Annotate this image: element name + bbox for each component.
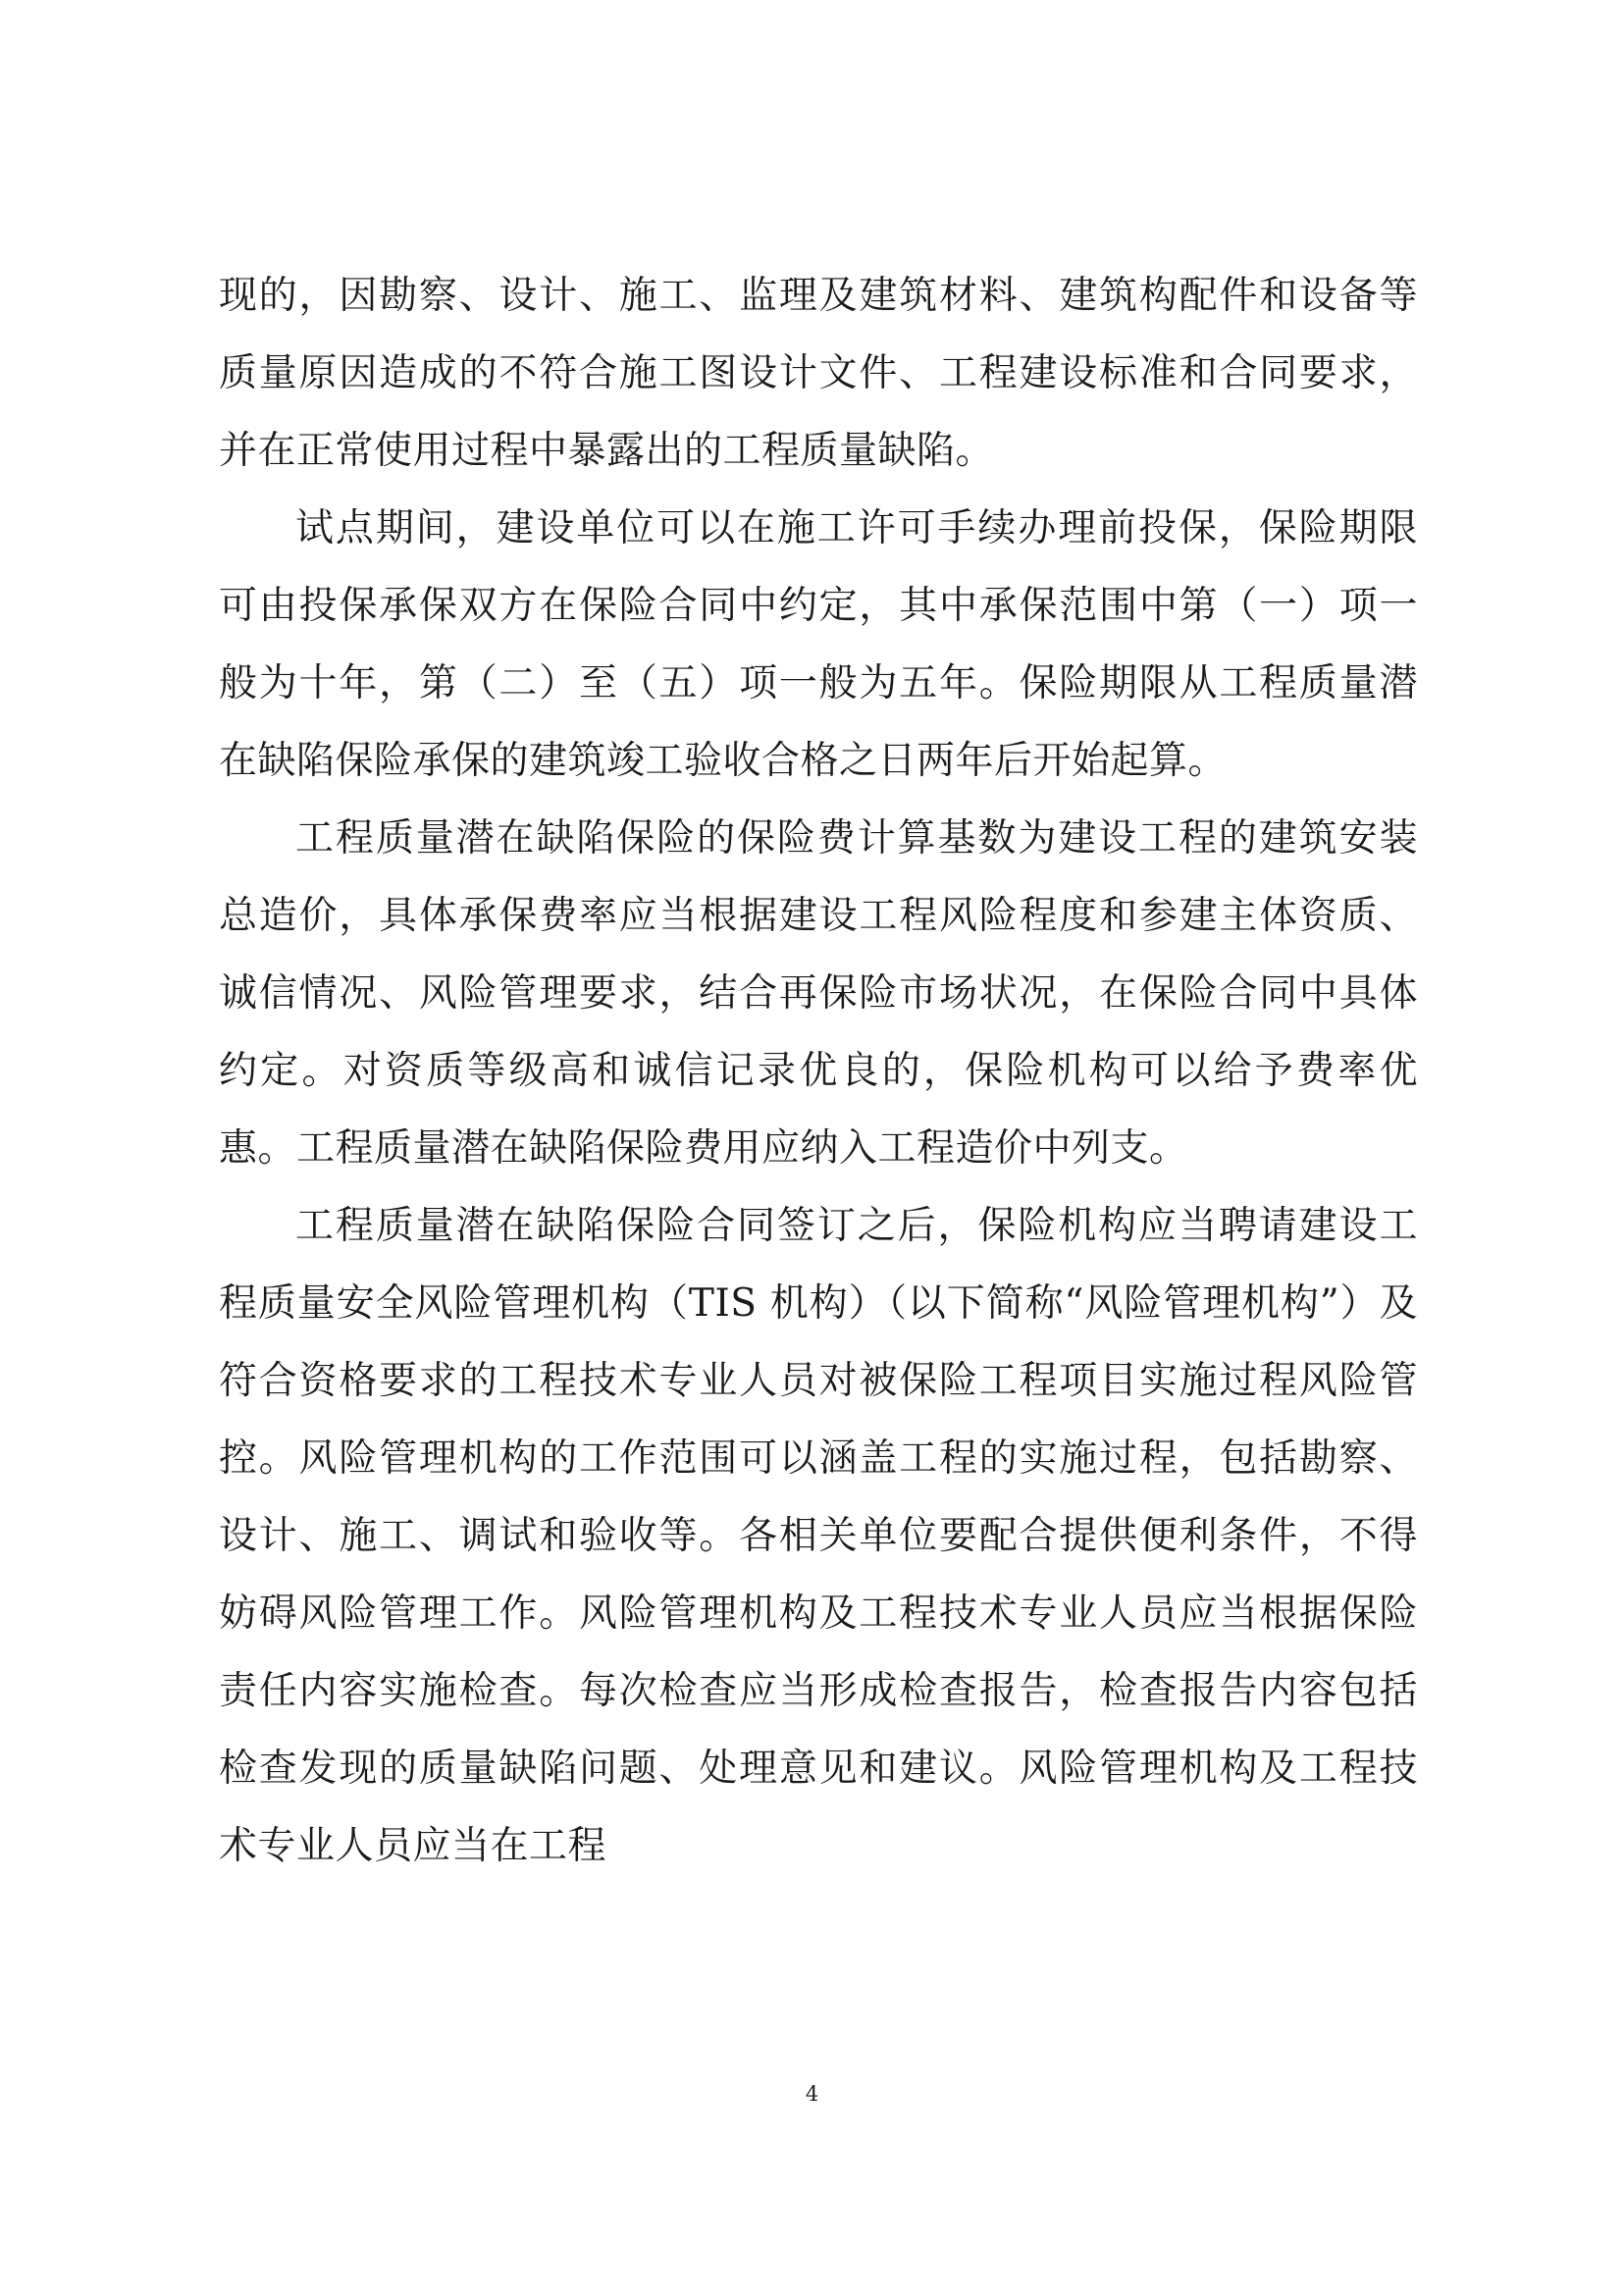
body-text <box>219 257 1418 1885</box>
paragraph-risk-management: 工程质量潜在缺陷保险合同签订之后，保险机构应当聘请建设工程质量安全风险管理机构（TIS 机构）（以下简称“风险管理机构”）及符合资格要求的工程技术专业人员对被保险工程项目实施过程风险管控。风险管理机构的工作范围可以涵盖工程的实施过程，包括勘察、设计、施工、调试和验收等。各相关单位要配合提供便利条件，不得妨碍风险管理工作。风险管理机构及工程技术专业人员应当根据保险责任内容实施检查。每次检查应当形成检查报告，检查报告内容包括检查发现的质量缺陷问题、处理意见和建议。风险管理机构及工程技术专业人员应当在工程 <box>219 1204 1418 1868</box>
paragraph-premium-rate: 工程质量潜在缺陷保险的保险费计算基数为建设工程的建筑安装总造价，具体承保费率应当根据建设工程风险程度和参建主体资质、诚信情况、风险管理要求，结合再保险市场状况，在保险合同中具体约定。对资质等级高和诚信记录优良的，保险机构可以给予费率优惠。工程质量潜在缺陷保险费用应纳入工程造价中列支。 <box>219 816 1418 1171</box>
page-number: 4 <box>805 2082 819 2106</box>
paragraph-continued: 现的，因勘察、设计、施工、监理及建筑材料、建筑构配件和设备等质量原因造成的不符合施工图设计文件、工程建设标准和合同要求，并在正常使用过程中暴露出的工程质量缺陷。 <box>219 274 1418 473</box>
paragraph-insurance-period: 试点期间，建设单位可以在施工许可手续办理前投保，保险期限可由投保承保双方在保险合同中约定，其中承保范围中第（一）项一般为十年，第（二）至（五）项一般为五年。保险期限从工程质量潜在缺陷保险承保的建筑竣工验收合格之日两年后开始起算。 <box>219 506 1418 783</box>
